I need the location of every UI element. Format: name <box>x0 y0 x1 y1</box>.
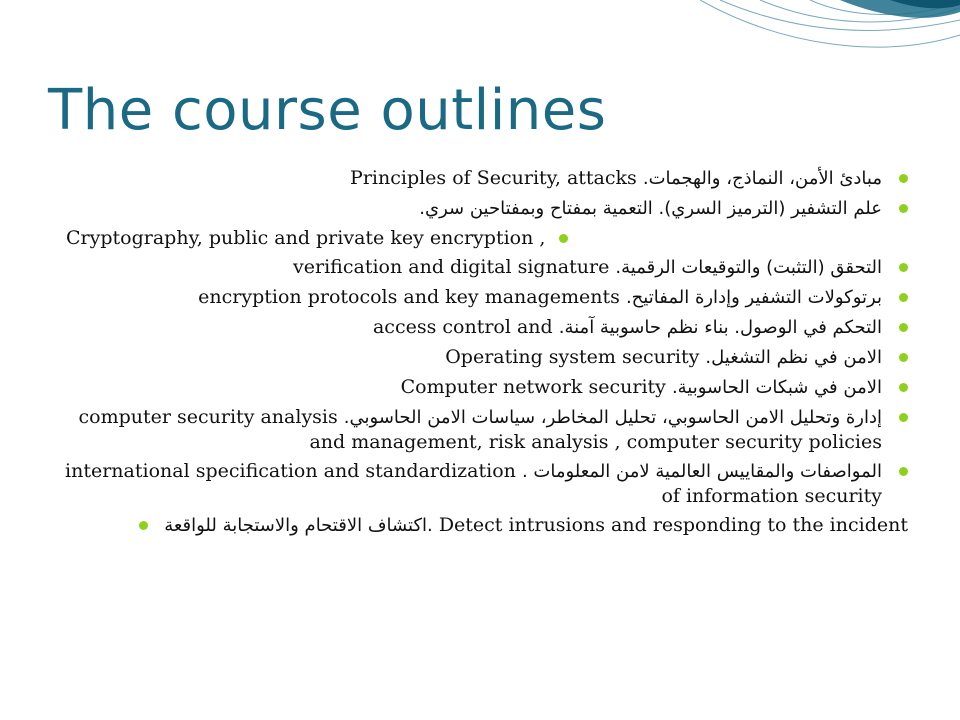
list-item <box>60 315 908 340</box>
item-english: Detect intrusions and responding to the incident <box>438 514 908 536</box>
bullet-icon <box>899 263 908 272</box>
item-arabic: علم التشفير (الترميز السري). التعمية بمفتاح وبمفتاحين سري. <box>419 198 882 219</box>
item-english: international specification and standardization of information security <box>65 460 882 507</box>
item-arabic: التحكم في الوصول. بناء نظم حاسوبية آمنة. <box>558 317 882 338</box>
item-english: Operating system security <box>445 346 700 368</box>
bullet-icon <box>899 383 908 392</box>
bullet-icon <box>899 293 908 302</box>
item-english: encryption protocols and key managements <box>198 286 620 308</box>
outline-list <box>60 166 908 543</box>
list-item <box>60 345 908 370</box>
item-english: Principles of Security, attacks <box>350 167 637 189</box>
item-arabic: المواصفات والمقاييس العالمية لامن المعلومات . <box>521 461 882 482</box>
item-arabic: التحقق (التثبت) والتوقيعات الرقمية. <box>615 257 882 278</box>
corner-decoration <box>700 0 960 80</box>
list-item <box>60 375 908 400</box>
bullet-icon <box>139 521 148 530</box>
list-item <box>60 226 908 250</box>
item-arabic: الامن في نظم التشغيل. <box>705 347 882 368</box>
item-english: computer security analysis and management, risk analysis , computer security policies <box>78 406 882 453</box>
list-item <box>60 166 908 191</box>
item-arabic: برتوكولات التشفير وإدارة المفاتيح. <box>625 287 882 308</box>
list-item <box>60 255 908 280</box>
bullet-icon <box>899 204 908 213</box>
list-item <box>60 285 908 310</box>
bullet-icon <box>899 323 908 332</box>
bullet-icon <box>899 467 908 476</box>
item-arabic: الامن في شبكات الحاسوبية. <box>671 377 882 398</box>
list-item <box>60 405 908 454</box>
page-title: The course outlines <box>48 78 607 143</box>
list-item <box>60 196 908 221</box>
list-item <box>60 459 908 508</box>
item-arabic: اكتشاف الاقتحام والاستجابة للواقعة. <box>164 515 433 536</box>
bullet-icon <box>899 413 908 422</box>
item-arabic: مبادئ الأمن، النماذج، والهجمات. <box>642 168 882 189</box>
item-english: Computer network security <box>400 376 666 398</box>
item-english: access control and <box>372 316 553 338</box>
bullet-icon <box>899 174 908 183</box>
list-item <box>60 513 908 538</box>
item-arabic: إدارة وتحليل الامن الحاسوبي، تحليل المخاطر، سياسات الامن الحاسوبي. <box>343 407 882 428</box>
bullet-icon <box>899 353 908 362</box>
item-english: verification and digital signature <box>293 256 610 278</box>
item-english: Cryptography, public and private key encryption , <box>66 227 546 249</box>
bullet-icon <box>559 234 568 243</box>
